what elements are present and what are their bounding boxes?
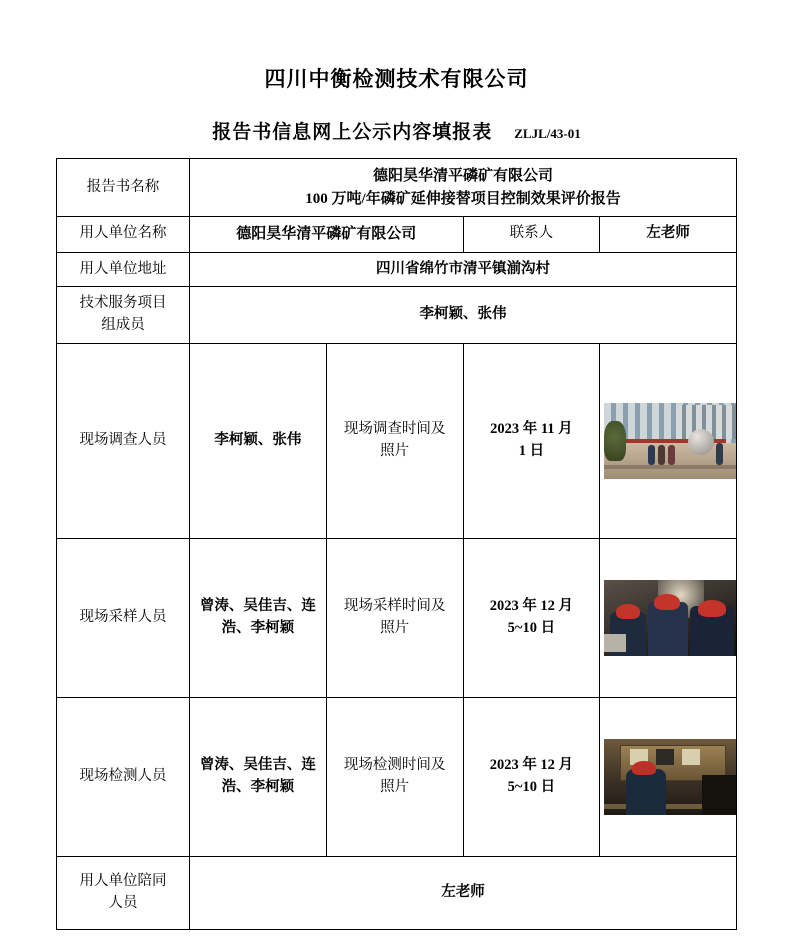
testing-date-line2: 5~10 日: [507, 778, 556, 795]
table-row-testing: [57, 697, 737, 856]
cell-testing-names: 曾涛、吴佳吉、连浩、李柯颖: [190, 697, 327, 856]
site-survey-photo: [604, 403, 736, 479]
page-title: 四川中衡检测技术有限公司: [264, 67, 529, 91]
report-name-line2: 100 万吨/年磷矿延伸接替项目控制效果评价报告: [305, 190, 621, 207]
table-row-accompany: [57, 856, 737, 929]
site-testing-photo: [604, 739, 736, 815]
team-label-line1: 技术服务项目: [79, 295, 167, 312]
table-row-address: [57, 252, 737, 287]
sampling-date-line1: 2023 年 12 月: [489, 598, 574, 614]
cell-contact-value: 左老师: [600, 217, 737, 253]
site-sampling-photo: [604, 580, 736, 656]
cell-employer-value: 德阳昊华清平磷矿有限公司: [190, 217, 464, 253]
sampling-date-line2: 5~10 日: [507, 619, 556, 636]
survey-date-line2: 1 日: [518, 442, 545, 459]
cell-survey-photo: [600, 343, 737, 538]
cell-survey-names: 李柯颖、张伟: [190, 343, 327, 538]
cell-accompany-value: 左老师: [190, 856, 737, 929]
table-row-team: [57, 287, 737, 344]
table-row-survey: [57, 343, 737, 538]
form-title: 报告书信息网上公示内容填报表: [212, 122, 493, 143]
subtitle-row: [55, 117, 738, 144]
accompany-label-line2: 人员: [108, 894, 138, 911]
cell-address-label: 用人单位地址: [57, 252, 190, 287]
cell-sampling-label: 现场采样人员: [57, 538, 190, 697]
cell-address-value: 四川省绵竹市清平镇湔沟村: [190, 252, 737, 287]
team-label-line2: 组成员: [101, 317, 145, 333]
sampling-middle-line2: 照片: [380, 619, 410, 636]
cell-report-name-label: 报告书名称: [57, 159, 190, 217]
cell-team-value: 李柯颖、张伟: [190, 287, 737, 344]
cell-sampling-names: 曾涛、吴佳吉、连浩、李柯颖: [190, 538, 327, 697]
report-name-line1: 德阳昊华清平磷矿有限公司: [372, 168, 553, 184]
cell-testing-label: 现场检测人员: [57, 697, 190, 856]
testing-middle-line2: 照片: [380, 778, 410, 795]
cell-contact-label: 联系人: [463, 217, 600, 253]
cell-testing-date: [463, 697, 600, 856]
survey-middle-line1: 现场调查时间及: [343, 421, 446, 437]
cell-team-label: [57, 287, 190, 344]
cell-report-name-value: [190, 159, 737, 217]
survey-date-line1: 2023 年 11 月: [490, 421, 573, 437]
cell-survey-middle-label: [326, 343, 463, 538]
cell-employer-label: 用人单位名称: [57, 217, 190, 253]
testing-date-line1: 2023 年 12 月: [489, 757, 574, 773]
cell-survey-date: [463, 343, 600, 538]
survey-middle-line2: 照片: [380, 442, 410, 459]
cell-testing-middle-label: [326, 697, 463, 856]
sampling-middle-line1: 现场采样时间及: [343, 598, 446, 614]
form-code: ZLJL/43-01: [514, 126, 581, 141]
accompany-label-line1: 用人单位陪同: [79, 873, 167, 889]
table-row-employer: [57, 217, 737, 253]
report-info-table: [56, 158, 737, 930]
cell-sampling-middle-label: [326, 538, 463, 697]
cell-sampling-photo: [600, 538, 737, 697]
testing-middle-line1: 现场检测时间及: [343, 757, 446, 773]
cell-survey-label: 现场调查人员: [57, 343, 190, 538]
cell-accompany-label: [57, 856, 190, 929]
cell-testing-photo: [600, 697, 737, 856]
table-row-report-name: [57, 159, 737, 217]
table-row-sampling: [57, 538, 737, 697]
cell-sampling-date: [463, 538, 600, 697]
